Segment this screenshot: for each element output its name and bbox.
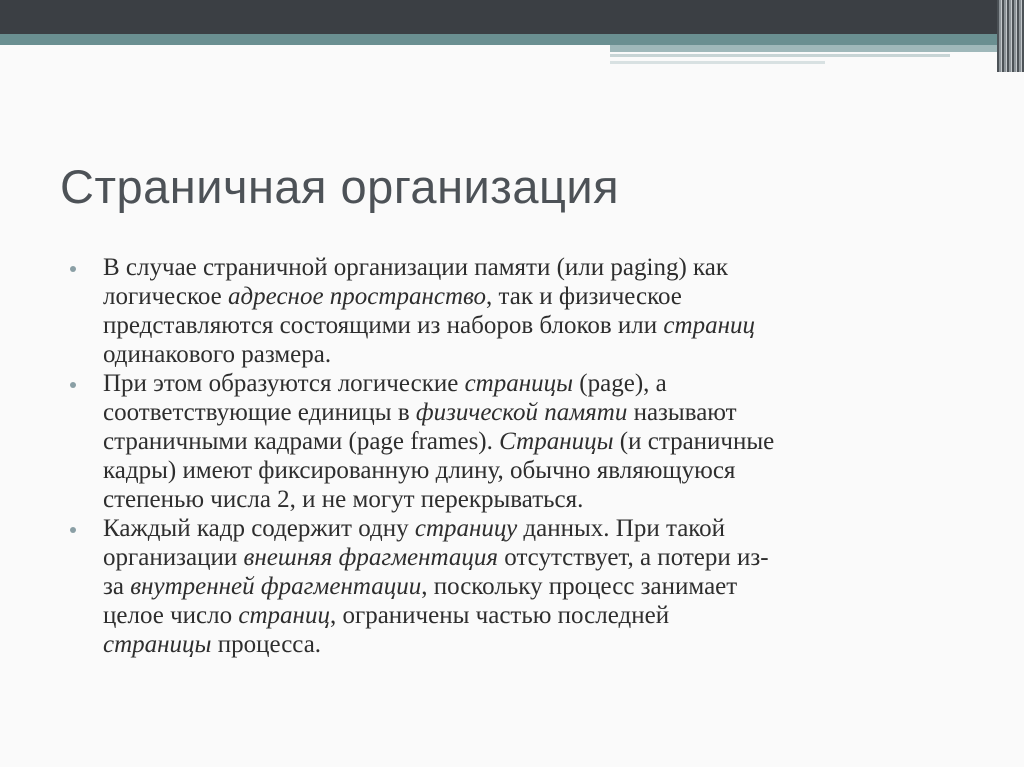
italic-term: страницы <box>464 370 574 397</box>
text-run: отсутствует, а потери из- <box>498 544 769 571</box>
bullet-list <box>70 253 975 659</box>
text-run: (page), а <box>573 370 667 397</box>
bullet-text-line <box>103 543 975 572</box>
italic-term: страницу <box>414 515 518 542</box>
text-run: одинакового размера. <box>103 341 332 368</box>
text-run: , так и физическое <box>486 283 682 310</box>
bullet-dot-icon <box>70 382 76 388</box>
text-run: представляются состоящими из наборов блоков или <box>103 312 664 339</box>
bullet-text-line <box>103 398 975 427</box>
text-run: , ограничены частью последней <box>329 602 670 629</box>
text-run: , поскольку процесс занимает <box>421 573 738 600</box>
italic-term: страниц <box>663 312 755 339</box>
text-run: за <box>103 573 131 600</box>
text-run: При этом образуются логические <box>103 370 465 397</box>
bullet-text-line <box>103 369 975 398</box>
bullet-dot-icon <box>70 527 76 533</box>
bullet-text-line <box>103 514 975 543</box>
bullet-item <box>70 253 975 369</box>
text-run: (и страничные <box>613 428 775 455</box>
text-run: называют <box>627 399 737 426</box>
italic-term: Страницы <box>499 428 614 455</box>
header-band-teal-light <box>610 45 1000 52</box>
bullet-dot-icon <box>70 266 76 272</box>
text-run: целое число <box>103 602 239 629</box>
text-run: В случае страничной организации памяти (или paging) как <box>103 254 729 281</box>
italic-term: адресное пространство <box>228 283 487 310</box>
bullet-text-line <box>103 340 975 369</box>
italic-term: физической памяти <box>415 399 628 426</box>
bullet-text-line <box>103 572 975 601</box>
text-run: страничными кадрами (page frames). <box>103 428 500 455</box>
text-run: процесса. <box>211 631 322 658</box>
italic-term: внешняя фрагментация <box>243 544 499 571</box>
bullet-item <box>70 514 975 659</box>
text-run: Каждый кадр содержит одну <box>103 515 415 542</box>
text-run: организации <box>103 544 244 571</box>
italic-term: внутренней фрагментации <box>130 573 422 600</box>
bullet-text-line <box>103 311 975 340</box>
bullet-text-line <box>103 601 975 630</box>
header-edge-stripes <box>997 0 1024 72</box>
bullet-text-line <box>103 456 975 485</box>
text-run: кадры) имеют фиксированную длину, обычно являющуюся <box>103 457 736 484</box>
slide-title: Страничная организация <box>60 160 620 213</box>
italic-term: страниц <box>238 602 330 629</box>
header-accent-line <box>610 61 825 64</box>
bullet-text-line <box>103 253 975 282</box>
italic-term: страницы <box>103 631 212 658</box>
header-band-teal <box>0 34 1000 45</box>
text-run: логическое <box>103 283 229 310</box>
bullet-text-line <box>103 427 975 456</box>
bullet-text-line <box>103 282 975 311</box>
header-band-dark <box>0 0 1024 34</box>
bullet-text-line <box>103 485 975 514</box>
bullet-item <box>70 369 975 514</box>
header-accent-line <box>610 54 950 57</box>
text-run: степенью числа 2, и не могут перекрываться. <box>103 486 584 513</box>
text-run: данных. При такой <box>517 515 726 542</box>
text-run: соответствующие единицы в <box>103 399 416 426</box>
bullet-text-line <box>103 630 975 659</box>
